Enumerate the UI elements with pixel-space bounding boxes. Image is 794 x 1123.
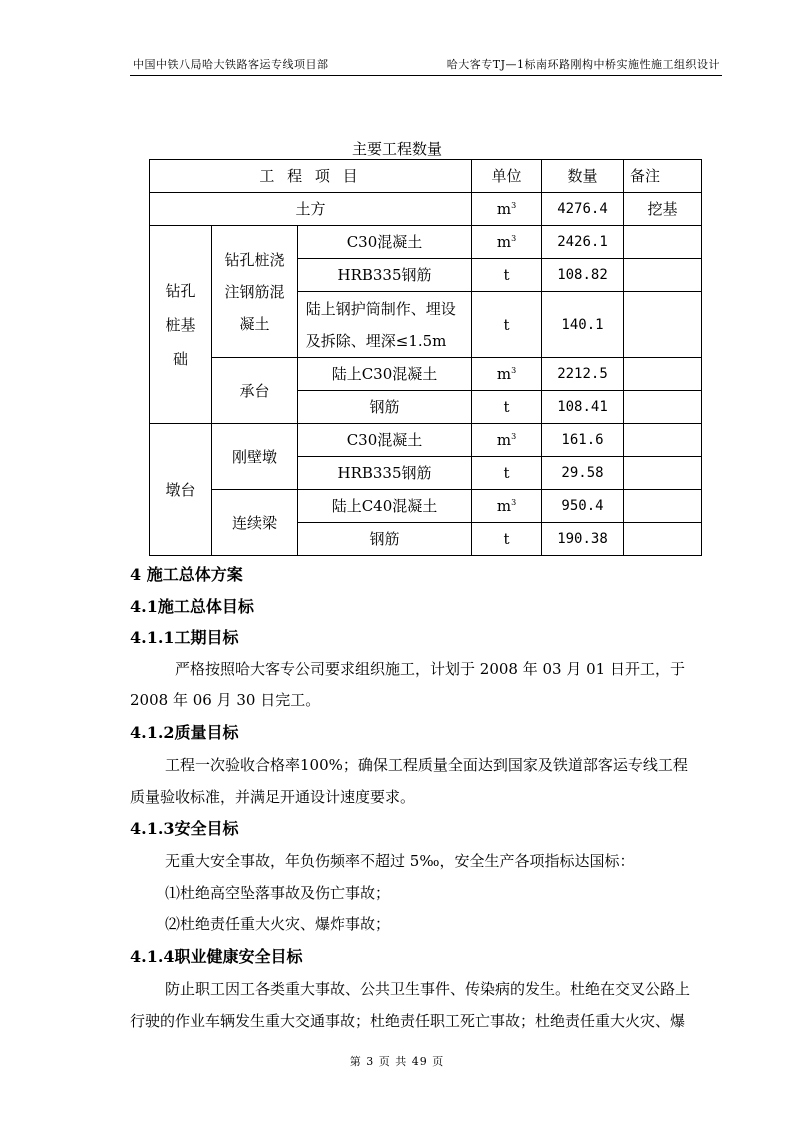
paragraph-line: 质量验收标准，并满足开通设计速度要求。 (130, 788, 416, 806)
header-rule (130, 75, 722, 76)
pier-r1-note (624, 424, 702, 457)
table-row (150, 193, 702, 226)
pile-r4-unit: $m^3$ (472, 358, 542, 391)
pier-r1-unit: $m^3$ (472, 424, 542, 457)
pile-r3-name: 陆上钢护筒制作、埋设及拆除、埋深≤1.5m (298, 292, 472, 358)
pile-r2-qty: 108.82 (542, 259, 624, 292)
pier-r3-note (624, 490, 702, 523)
pier-r2-name: HRB335钢筋 (298, 457, 472, 490)
head-note: 备注 (624, 160, 702, 193)
paragraph-line: 2008 年 06 月 30 日完工。 (130, 691, 321, 709)
paragraph-line: ⑴杜绝高空坠落事故及伤亡事故； (165, 884, 391, 902)
page-footer: 第 3 页 共 49 页 (349, 1055, 445, 1068)
pile-r3-unit: t (472, 292, 542, 358)
earth-unit: $m^3$ (472, 193, 542, 226)
section-4-1-2-heading: 4.1.2质量目标 (130, 723, 239, 742)
section-4-1-1-heading: 4.1.1工期目标 (130, 628, 239, 647)
pier-r2-unit: t (472, 457, 542, 490)
pile-r1-note (624, 226, 702, 259)
quantity-table (149, 159, 702, 556)
pier-r2-qty: 29.58 (542, 457, 624, 490)
pier-r4-qty: 190.38 (542, 523, 624, 556)
pier-r4-unit: t (472, 523, 542, 556)
paragraph-line: ⑵杜绝责任重大火灾、爆炸事故； (165, 915, 391, 933)
pile-r5-note (624, 391, 702, 424)
pile-r4-qty: 2212.5 (542, 358, 624, 391)
table-row (150, 226, 702, 259)
pier-r4-note (624, 523, 702, 556)
pier-sub2: 连续梁 (212, 490, 298, 556)
paragraph-line: 工程一次验收合格率100%；确保工程质量全面达到国家及铁道部客运专线工程 (165, 756, 688, 774)
pier-sub1: 刚壁墩 (212, 424, 298, 490)
pile-r1-qty: 2426.1 (542, 226, 624, 259)
pile-r2-unit: t (472, 259, 542, 292)
earth-note: 挖基 (624, 193, 702, 226)
pier-r1-name: C30混凝土 (298, 424, 472, 457)
pier-group: 墩台 (150, 424, 212, 556)
pile-sub2: 承台 (212, 358, 298, 424)
paragraph-line: 严格按照哈大客专公司要求组织施工，计划于 2008 年 03 月 01 日开工，于 (175, 660, 685, 678)
table-caption: 主要工程数量 (351, 140, 442, 158)
section-4-heading: 4 施工总体方案 (130, 565, 243, 584)
pier-r4-name: 钢筋 (298, 523, 472, 556)
earth-label: 土方 (150, 193, 472, 226)
table-row (150, 424, 702, 457)
pier-r3-name: 陆上C40混凝土 (298, 490, 472, 523)
paragraph-line: 行驶的作业车辆发生重大交通事故；杜绝责任职工死亡事故；杜绝责任重大火灾、爆 (130, 1012, 686, 1030)
section-4-1-heading: 4.1施工总体目标 (130, 597, 254, 616)
pile-r4-name: 陆上C30混凝土 (298, 358, 472, 391)
table-row (150, 358, 702, 391)
head-qty: 数量 (542, 160, 624, 193)
head-item: 工 程 项 目 (150, 160, 472, 193)
pier-r3-unit: $m^3$ (472, 490, 542, 523)
pier-r2-note (624, 457, 702, 490)
header-left: 中国中铁八局哈大铁路客运专线项目部 (133, 58, 329, 71)
pile-r1-unit: $m^3$ (472, 226, 542, 259)
table-header-row (150, 160, 702, 193)
pile-r5-name: 钢筋 (298, 391, 472, 424)
paragraph-line: 无重大安全事故，年负伤频率不超过 5‰，安全生产各项指标达国标： (165, 852, 635, 870)
pile-r2-note (624, 259, 702, 292)
pier-r3-qty: 950.4 (542, 490, 624, 523)
section-4-1-3-heading: 4.1.3安全目标 (130, 819, 239, 838)
header-right: 哈大客专TJ—1标南环路刚构中桥实施性施工组织设计 (446, 58, 720, 71)
earth-qty: 4276.4 (542, 193, 624, 226)
pile-r5-qty: 108.41 (542, 391, 624, 424)
section-4-1-4-heading: 4.1.4职业健康安全目标 (130, 947, 303, 966)
pile-r1-name: C30混凝土 (298, 226, 472, 259)
pile-r4-note (624, 358, 702, 391)
pier-r1-qty: 161.6 (542, 424, 624, 457)
pile-r5-unit: t (472, 391, 542, 424)
pile-r2-name: HRB335钢筋 (298, 259, 472, 292)
paragraph-line: 防止职工因工各类重大事故、公共卫生事件、传染病的发生。杜绝在交叉公路上 (165, 980, 691, 998)
head-unit: 单位 (472, 160, 542, 193)
pile-r3-qty: 140.1 (542, 292, 624, 358)
pile-sub1: 钻孔桩浇注钢筋混凝土 (212, 226, 298, 358)
pile-r3-note (624, 292, 702, 358)
pile-group: 钻孔桩基础 (150, 226, 212, 424)
table-row (150, 490, 702, 523)
